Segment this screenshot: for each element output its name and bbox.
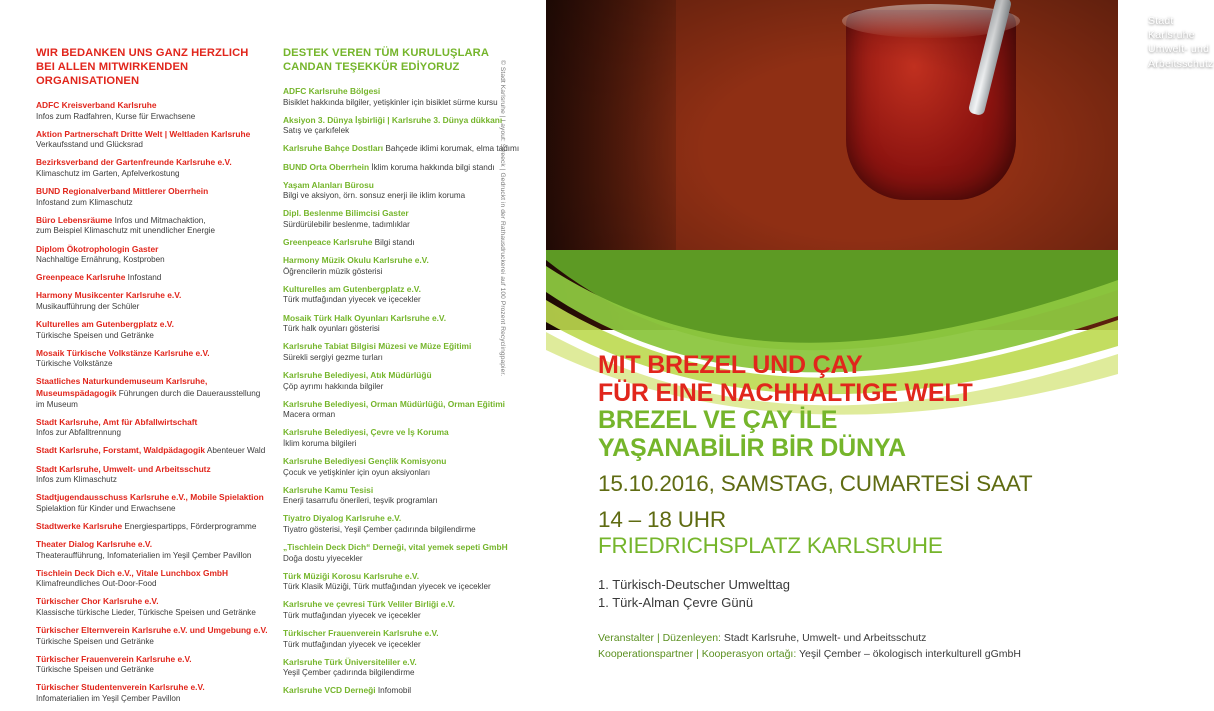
event-date-line1: 15.10.2016, SAMSTAG, CUMARTESİ SAAT: [598, 471, 1033, 496]
list-item: [36, 539, 268, 561]
organizer-line: [598, 631, 1110, 647]
headline-de-line2: FÜR EINE NACHHALTIGE WELT: [598, 378, 973, 407]
list-item-name: Theater Dialog Karlsruhe e.V.: [36, 539, 153, 549]
thanks-list-de: [36, 100, 268, 705]
list-item-desc: Doğa dostu yiyecekler: [283, 553, 363, 563]
list-item-name: Karlsruhe Türk Üniversiteliler e.V.: [283, 656, 417, 667]
list-item-desc: Nachhaltige Ernährung, Kostproben: [36, 255, 165, 265]
list-item-inline-desc: Bilgi standı: [372, 238, 415, 247]
list-item: [36, 319, 268, 341]
list-item-name: Mosaik Türkische Volkstänze Karlsruhe e.V.: [36, 347, 210, 358]
list-item-desc: Çocuk ve yetişkinler için oyun aksiyonları: [283, 467, 431, 477]
list-item-desc: Bilgi ve aksiyon, örn. sonsuz enerji ile iklim koruma: [283, 191, 466, 201]
list-item-name: Tischlein Deck Dich e.V., Vitale Lunchbox GmbH: [36, 567, 229, 578]
list-item-name: Türkischer Frauenverein Karlsruhe e.V.: [36, 653, 192, 664]
list-item-name: Karlsruhe Kamu Tesisi: [283, 484, 374, 495]
event-subtitle-tr: 1. Türk-Alman Çevre Günü: [598, 595, 754, 611]
list-item-name: Kulturelles am Gutenbergplatz e.V.: [36, 319, 174, 329]
list-item: [283, 313, 528, 335]
list-item-inline-desc: İklim koruma hakkında bilgi standı: [369, 162, 495, 172]
thanks-column-tr: [283, 46, 528, 703]
list-item: [36, 186, 268, 208]
list-item-desc: Musikaufführung der Schüler: [36, 301, 140, 311]
list-item-desc: Çöp ayrımı hakkında bilgiler: [283, 381, 384, 391]
list-item-inline-desc: Verkaufsstand und Glücksrad: [36, 140, 143, 150]
list-item-inline-desc: Führungen durch die Dauerausstellung: [116, 389, 261, 398]
partner-label: Kooperationspartner | Kooperasyon ortağı:: [598, 648, 797, 661]
list-item-desc: Öğrencilerin müzik gösterisi: [283, 266, 383, 276]
list-item: [283, 485, 528, 507]
list-item-desc: Klassische türkische Lieder, Türkische Speisen und Getränke: [36, 608, 256, 617]
list-item: [283, 685, 528, 697]
thanks-column-de: [36, 46, 268, 711]
list-item-inline-desc: Infostand: [125, 273, 162, 283]
list-item-desc: zum Beispiel Klimaschutz mit unendlicher Energie: [36, 226, 216, 236]
headline-tr-line1: BREZEL VE ÇAY İLE: [598, 406, 838, 434]
list-item-inline-desc: Abenteuer Wald: [205, 446, 266, 456]
print-credit: © Stadt Karlsruhe | Layout: Streeck | Gedruckt in der Rathausdruckerei auf 100 Prozent Recyclingpapier.: [499, 60, 506, 377]
event-subtitle: [598, 576, 1110, 614]
list-item-name: Stadtwerke Karlsruhe: [36, 520, 123, 531]
list-item-desc: Türk mutfağından yiyecek ve içecekler: [283, 639, 421, 649]
list-item: [283, 427, 528, 449]
headline-tr-line2: YAŞANABİLİR BİR DÜNYA: [598, 433, 906, 462]
list-item-desc: Macera orman: [283, 410, 336, 420]
list-item: [283, 370, 528, 392]
list-item-inline-desc: Bahçede iklimi korumak, elma tadımı: [383, 144, 520, 154]
list-item: [283, 599, 528, 621]
list-item: [283, 143, 528, 155]
event-subtitle-de: 1. Türkisch-Deutscher Umwelttag: [598, 576, 790, 592]
list-item-desc: Klimafreundliches Out-Door-Food: [36, 579, 157, 589]
list-item: [283, 162, 528, 174]
list-item: [283, 513, 528, 535]
list-item-desc: İklim koruma bilgileri: [283, 438, 357, 448]
city-logo-line2: Umwelt- und Arbeitsschutz: [1148, 43, 1214, 70]
list-item: [283, 399, 528, 421]
list-item-name: Kulturelles am Gutenbergplatz e.V.: [283, 283, 421, 294]
list-item: [283, 237, 528, 249]
list-item-name: Karlsruhe VCD Derneği: [283, 685, 376, 696]
list-item: [283, 284, 528, 306]
list-item-name: Greenpeace Karlsruhe: [36, 272, 126, 283]
list-item: [36, 492, 268, 514]
list-item-name: Tiyatro Diyalog Karlsruhe e.V.: [283, 513, 402, 524]
list-item-desc: Türk Klasik Müziği, Türk mutfağından yiyecek ve içecekler: [283, 582, 491, 592]
list-item-desc: im Museum: [36, 399, 78, 409]
list-item-name: Diplom Ökotrophologin Gaster: [36, 243, 159, 254]
list-item-desc: Sürdürülebilir beslenme, tadımlıklar: [283, 219, 410, 229]
list-item-inline-desc: Infomobil: [375, 686, 412, 696]
list-item-desc: Sürekli sergiyi gezme turları: [283, 352, 383, 362]
list-item-name: Yaşam Alanları Bürosu: [283, 179, 374, 190]
list-item: [283, 628, 528, 650]
event-place: FRIEDRICHSPLATZ KARLSRUHE: [598, 533, 943, 559]
list-item-name: Karlsruhe Belediyesi, Orman Müdürlüğü, Orman Eğitimi: [283, 398, 505, 409]
list-item: [36, 157, 268, 179]
list-item-name: ADFC Kreisverband Karlsruhe: [36, 100, 157, 110]
list-item-desc: Yeşil Çember çadırında bilgilendirme: [283, 668, 415, 678]
list-item-name: Karlsruhe Bahçe Dostları: [283, 143, 384, 154]
thanks-column-tr-title: DESTEK VEREN TÜM KURULUŞLARA CANDAN TEŞEKKÜR EDİYORUZ: [283, 47, 489, 73]
city-logo: [1148, 14, 1214, 71]
list-item-name: Bezirksverband der Gartenfreunde Karlsruhe e.V.: [36, 157, 232, 168]
list-item-name: Karlsruhe Belediyesi, Atık Müdürlüğü: [283, 369, 432, 380]
list-item: [36, 100, 268, 122]
list-item-desc: Türk mutfağından yiyecek ve içecekler: [283, 295, 421, 305]
headline-de-line1: MIT BREZEL UND ÇAY: [598, 351, 863, 379]
list-item-desc: Infos zur Abfalltrennung: [36, 428, 122, 438]
list-item: [36, 129, 268, 151]
list-item-name: Türkischer Chor Karlsruhe e.V.: [36, 596, 159, 607]
list-item-name: ADFC Karlsruhe Bölgesi: [283, 86, 381, 96]
list-item-desc: Türkische Speisen und Getränke: [36, 665, 154, 675]
list-item-desc: Türk halk oyunları gösterisi: [283, 324, 380, 334]
list-item: [36, 596, 268, 618]
list-item: [283, 115, 528, 137]
list-item: [36, 521, 268, 533]
list-item-desc: Theateraufführung, Infomaterialien im Yeşil Çember Pavillon: [36, 550, 252, 560]
list-item-desc: Bisiklet hakkında bilgiler, yetişkinler için bisiklet sürme kursu: [283, 97, 498, 107]
list-item: [36, 654, 268, 676]
list-item-desc: Klimaschutz im Garten, Apfelverkostung: [36, 169, 180, 179]
list-item-name: Türkischer Elternverein Karlsruhe e.V. und Umgebung e.V.: [36, 625, 268, 636]
list-item-desc: Türkische Speisen und Getränke: [36, 636, 154, 646]
list-item: [283, 208, 528, 230]
list-item-desc: Infos zum Klimaschutz: [36, 475, 117, 485]
list-item: [36, 417, 268, 439]
list-item-name: Stadt Karlsruhe, Forstamt, Waldpädagogik: [36, 445, 206, 456]
list-item-name: BUND Orta Oberrhein: [283, 161, 370, 172]
list-item-name: Stadt Karlsruhe, Amt für Abfallwirtschaft: [36, 416, 198, 427]
list-item: [36, 682, 268, 704]
list-item-desc: Infostand zum Klimaschutz: [36, 197, 133, 207]
list-item: [283, 542, 528, 564]
list-item: [283, 657, 528, 679]
list-item-name: Mosaik Türk Halk Oyunları Karlsruhe e.V.: [283, 312, 447, 323]
list-item-desc: Infomaterialien im Yeşil Çember Pavillon: [36, 694, 181, 704]
list-item: [36, 290, 268, 312]
list-item-name: Karlsruhe Tabiat Bilgisi Müzesi ve Müze Eğitimi: [283, 341, 472, 352]
list-item-name: Staatliches Naturkundemuseum Karlsruhe, Museumspädagogik: [36, 376, 208, 398]
list-item: [283, 456, 528, 478]
organizer-value: Stadt Karlsruhe, Umwelt- und Arbeitsschutz: [723, 632, 927, 645]
list-item: [36, 215, 268, 237]
list-item-inline-desc: Infos und Mitmachaktion,: [112, 215, 206, 225]
headline-block: [598, 352, 1110, 663]
list-item: [283, 341, 528, 363]
list-item-desc: Enerji tasarrufu önerileri, teşvik programları: [283, 496, 438, 506]
partner-value: Yeşil Çember – ökologisch interkulturell gGmbH: [799, 648, 1021, 661]
list-item-name: Türkischer Frauenverein Karlsruhe e.V.: [283, 627, 439, 638]
partner-line: [598, 647, 1110, 663]
city-logo-line1: Stadt Karlsruhe: [1148, 15, 1195, 42]
list-item-name: Türk Müziği Korosu Karlsruhe e.V.: [283, 570, 420, 581]
list-item-name: Türkischer Studentenverein Karlsruhe e.V.: [36, 682, 205, 693]
list-item-desc: Spielaktion für Kinder und Erwachsene: [36, 503, 176, 513]
event-date-line2: 14 – 18 UHR: [598, 506, 726, 532]
list-item-name: Harmony Müzik Okulu Karlsruhe e.V.: [283, 255, 429, 266]
list-item-name: Dipl. Beslenme Bilimcisi Gaster: [283, 208, 409, 219]
list-item: [283, 571, 528, 593]
list-item: [283, 180, 528, 202]
list-item: [36, 568, 268, 590]
list-item-name: „Tischlein Deck Dich“ Derneği, vital yemek sepeti GmbH: [283, 541, 508, 552]
thanks-column-de-title: WIR BEDANKEN UNS GANZ HERZLICH BEI ALLEN MITWIRKENDEN ORGANISATIONEN: [36, 47, 249, 87]
list-item-name: Karlsruhe ve çevresi Türk Veliler Birliği e.V.: [283, 599, 455, 610]
organizer-block: [598, 631, 1110, 663]
list-item-name: Stadt Karlsruhe, Umwelt- und Arbeitsschutz: [36, 463, 211, 474]
list-item-name: Harmony Musikcenter Karlsruhe e.V.: [36, 290, 182, 301]
list-item-name: Stadtjugendausschuss Karlsruhe e.V., Mobile Spielaktion: [36, 492, 264, 503]
list-item: [36, 445, 268, 457]
list-item-desc: Tiyatro gösterisi, Yeşil Çember çadırında bilgilendirme: [283, 524, 476, 534]
list-item-name: Greenpeace Karlsruhe: [283, 237, 373, 247]
list-item-desc: Satış ve çarkıfelek: [283, 126, 350, 136]
list-item: [36, 244, 268, 266]
list-item-name: Aksiyon 3. Dünya İşbirliği | Karlsruhe 3. Dünya dükkanı: [283, 114, 503, 125]
list-item: [283, 255, 528, 277]
organizer-label: Veranstalter | Düzenleyen:: [598, 632, 721, 645]
list-item-name: Aktion Partnerschaft Dritte Welt | Weltladen Karlsruhe: [36, 128, 251, 139]
list-item-desc: Türk mutfağından yiyecek ve içecekler: [283, 610, 421, 620]
list-item: [36, 272, 268, 284]
list-item-desc: Infos zum Radfahren, Kurse für Erwachsene: [36, 111, 196, 121]
list-item: [36, 625, 268, 647]
list-item: [283, 86, 528, 108]
thanks-list-tr: [283, 86, 528, 697]
list-item-desc: Türkische Speisen und Getränke: [36, 330, 154, 340]
list-item-name: BUND Regionalverband Mittlerer Oberrhein: [36, 186, 209, 197]
list-item-name: Büro Lebensräume: [36, 214, 113, 225]
list-item: [36, 464, 268, 486]
list-item-desc: Türkische Volkstänze: [36, 359, 113, 369]
list-item-name: Karlsruhe Belediyesi, Çevre ve İş Koruma: [283, 427, 449, 438]
list-item: [36, 376, 268, 410]
list-item: [36, 348, 268, 370]
list-item-name: Karlsruhe Belediyesi Gençlik Komisyonu: [283, 455, 447, 466]
list-item-inline-desc: Energiespartipps, Förderprogramme: [122, 521, 257, 531]
